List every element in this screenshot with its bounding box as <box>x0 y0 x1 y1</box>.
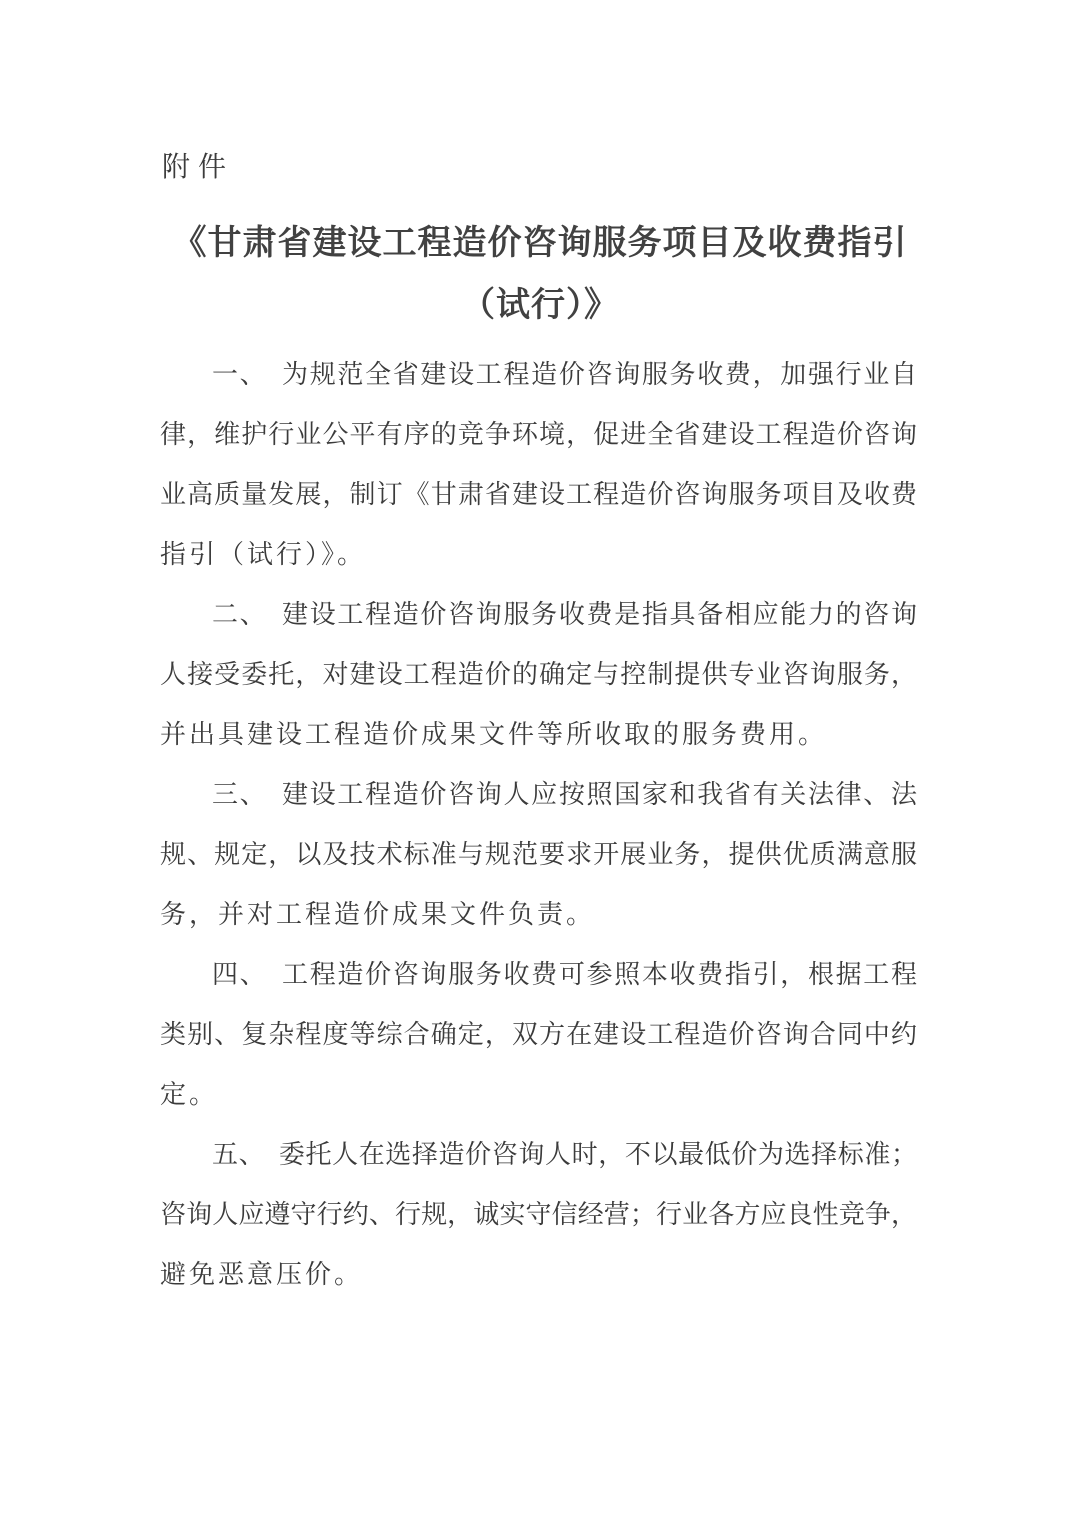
body-line: 咨询人应遵守行约、行规，诚实守信经营；行业各方应良性竞争， <box>160 1200 917 1229</box>
title-line-2: （试行）》 <box>461 286 619 324</box>
body-line: 人接受委托，对建设工程造价的确定与控制提供专业咨询服务， <box>160 660 917 689</box>
attachment-label: 附件 <box>162 152 235 183</box>
body-line: 并出具建设工程造价成果文件等所收取的服务费用。 <box>160 720 828 749</box>
body-line: 避免恶意压价。 <box>160 1260 364 1289</box>
title-line-1: 《甘肃省建设工程造价咨询服务项目及收费指引 <box>172 224 908 262</box>
body-line: 律，维护行业公平有序的竞争环境，促进全省建设工程造价咨询 <box>160 420 917 449</box>
body-line: 业高质量发展，制订《甘肃省建设工程造价咨询服务项目及收费 <box>160 480 917 509</box>
document-title <box>0 212 1080 336</box>
document-body <box>160 345 917 1305</box>
body-line: 务，并对工程造价成果文件负责。 <box>160 900 596 929</box>
body-line: 三、 建设工程造价咨询人应按照国家和我省有关法律、法 <box>212 780 917 809</box>
body-line: 定。 <box>160 1080 219 1109</box>
body-line: 指引（试行）》。 <box>160 540 367 569</box>
body-line: 五、 委托人在选择造价咨询人时，不以最低价为选择标准； <box>212 1140 917 1169</box>
body-line: 一、 为规范全省建设工程造价咨询服务收费，加强行业自 <box>212 360 917 389</box>
body-line: 规、规定，以及技术标准与规范要求开展业务，提供优质满意服 <box>160 840 917 869</box>
body-line: 类别、复杂程度等综合确定，双方在建设工程造价咨询合同中约 <box>160 1020 917 1049</box>
body-line: 二、 建设工程造价咨询服务收费是指具备相应能力的咨询 <box>212 600 917 629</box>
body-line: 四、 工程造价咨询服务收费可参照本收费指引，根据工程 <box>212 960 917 989</box>
